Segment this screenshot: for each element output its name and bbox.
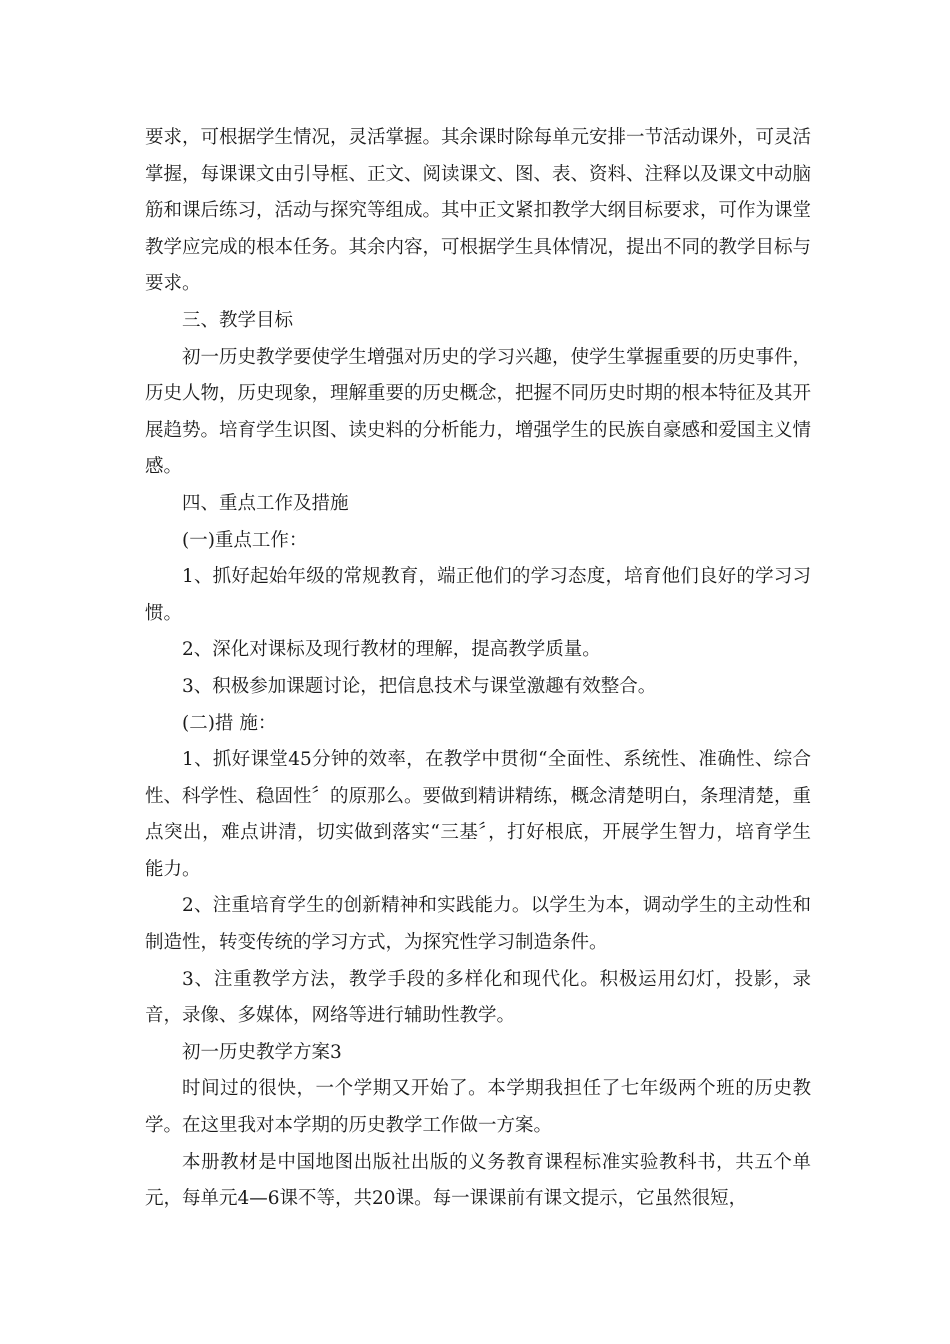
paragraph-intro: 时间过的很快，一个学期又开始了。本学期我担任了七年级两个班的历史教学。在这里我对本学期的历史教学工作做一方案。 <box>145 1078 811 1137</box>
list-item: 2、注重培育学生的创新精神和实践能力。以学生为本，调动学生的主动性和制造性，转变传统的学习方式，为探究性学习制造条件。 <box>145 895 811 954</box>
section-heading-key-work: 四、重点工作及措施 <box>182 492 349 514</box>
list-item: 1、抓好起始年级的常规教育，端正他们的学习态度，培育他们良好的学习习惯。 <box>145 566 811 624</box>
section-heading-teaching-goals: 三、教学目标 <box>182 309 294 331</box>
plan-title: 初一历史教学方案3 <box>182 1041 342 1063</box>
subheading-key-work: (一)重点工作： <box>182 529 308 551</box>
list-item: 3、积极参加课题讨论，把信息技术与课堂激趣有效整合。 <box>182 675 657 697</box>
document-body <box>145 120 811 1218</box>
paragraph-teaching-goals: 初一历史教学要使学生增强对历史的学习兴趣，使学生掌握重要的历史事件，历史人物，历史现象，理解重要的历史概念，把握不同历史时期的根本特征及其开展趋势。培育学生识图、读史料的分析能力，增强学生的民族自豪感和爱国主义情感。 <box>145 346 812 478</box>
list-item: 1、抓好课堂45分钟的效率，在教学中贯彻“全面性、系统性、准确性、综合性、科学性、稳固性〞的原那么。要做到精讲精练，概念清楚明白，条理清楚，重点突出，难点讲清，切实做到落实“三基〞，打好根底，开展学生智力，培育学生能力。 <box>145 749 812 880</box>
paragraph-textbook: 本册教材是中国地图出版社出版的义务教育课程标准实验教科书，共五个单元，每单元4—6课不等，共20课。每一课课前有课文提示，它虽然很短， <box>145 1151 811 1210</box>
list-item: 2、深化对课标及现行教材的理解，提高教学质量。 <box>182 639 601 661</box>
paragraph-continuation: 要求，可根据学生情况，灵活掌握。其余课时除每单元安排一节活动课外，可灵活掌握，每课课文由引导框、正文、阅读课文、图、表、资料、注释以及课文中动脑筋和课后练习，活动与探究等组成。其中正文紧扣教学大纲目标要求，可作为课堂教学应完成的根本任务。其余内容，可根据学生具体情况，提出不同的教学目标与要求。 <box>145 127 812 295</box>
subheading-measures: (二)措 施： <box>182 712 277 734</box>
list-item: 3、注重教学方法，教学手段的多样化和现代化。积极运用幻灯，投影，录音，录像、多媒体，网络等进行辅助性教学。 <box>145 968 811 1027</box>
